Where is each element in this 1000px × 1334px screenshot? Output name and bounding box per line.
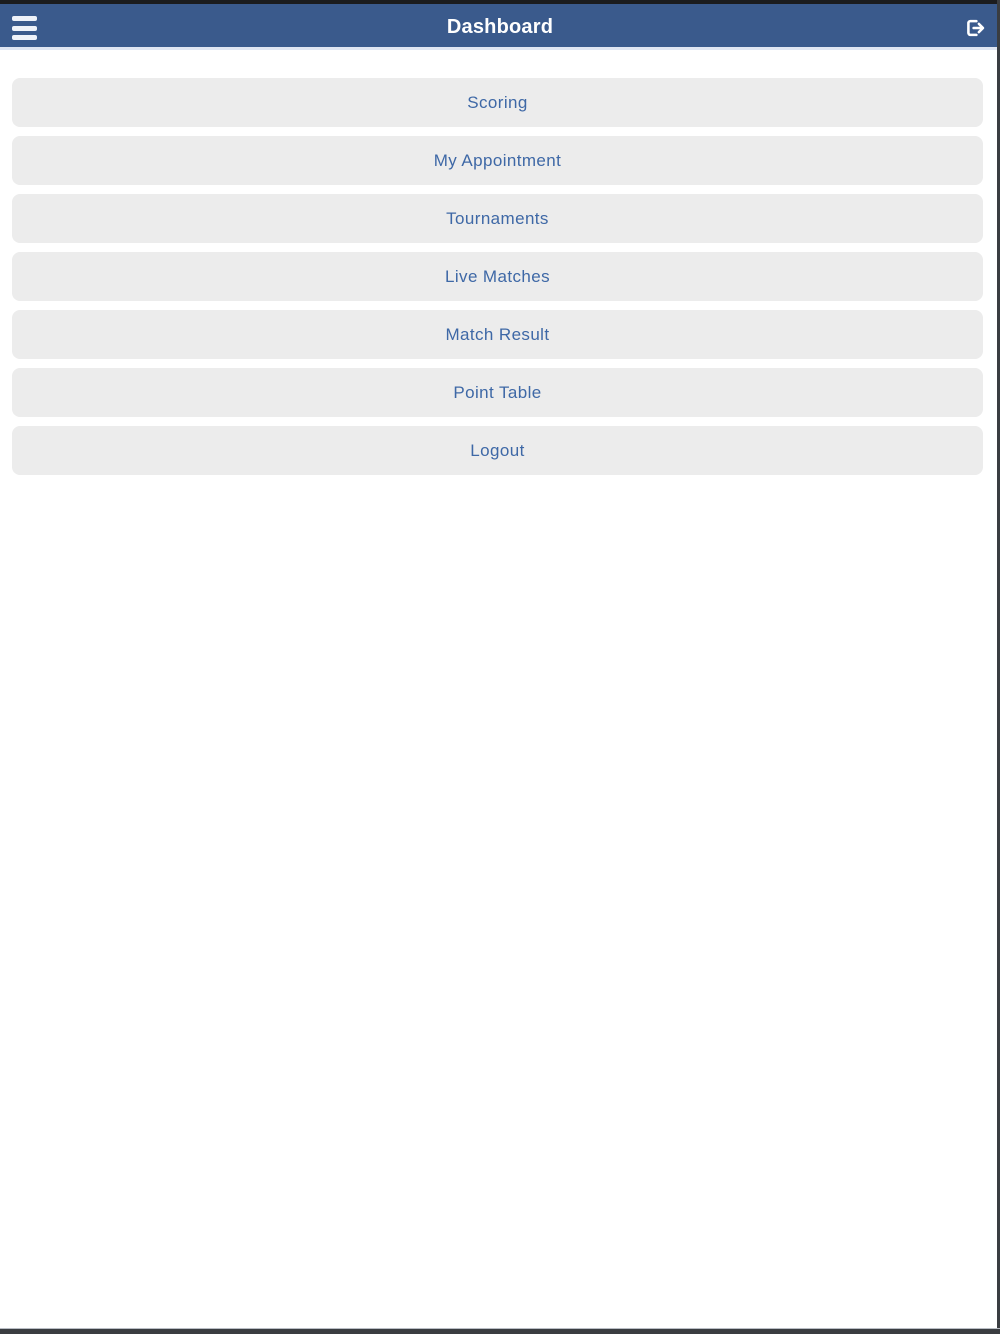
menu-item-label: Match Result — [445, 324, 550, 344]
page-title: Dashboard — [446, 15, 554, 38]
menu-item-label: Logout — [470, 440, 525, 460]
menu-item-label: Scoring — [467, 92, 528, 112]
app-header — [0, 4, 1000, 50]
menu-item-label: My Appointment — [433, 150, 562, 170]
hamburger-menu-button[interactable] — [8, 14, 42, 42]
window-border-top — [0, 0, 1000, 4]
window-border-bottom — [0, 1328, 1000, 1334]
menu-item-label: Live Matches — [445, 266, 550, 286]
menu-item-my-appointment[interactable] — [12, 136, 983, 185]
sign-out-icon — [964, 17, 986, 39]
menu-item-scoring[interactable] — [12, 78, 983, 127]
menu-list — [0, 53, 1000, 475]
menu-item-logout[interactable] — [12, 426, 983, 475]
sign-out-button[interactable] — [962, 16, 988, 40]
hamburger-icon — [12, 16, 37, 21]
menu-item-tournaments[interactable] — [12, 194, 983, 243]
menu-item-live-matches[interactable] — [12, 252, 983, 301]
menu-item-label: Point Table — [453, 382, 542, 402]
menu-item-point-table[interactable] — [12, 368, 983, 417]
menu-item-match-result[interactable] — [12, 310, 983, 359]
menu-item-label: Tournaments — [446, 208, 549, 228]
